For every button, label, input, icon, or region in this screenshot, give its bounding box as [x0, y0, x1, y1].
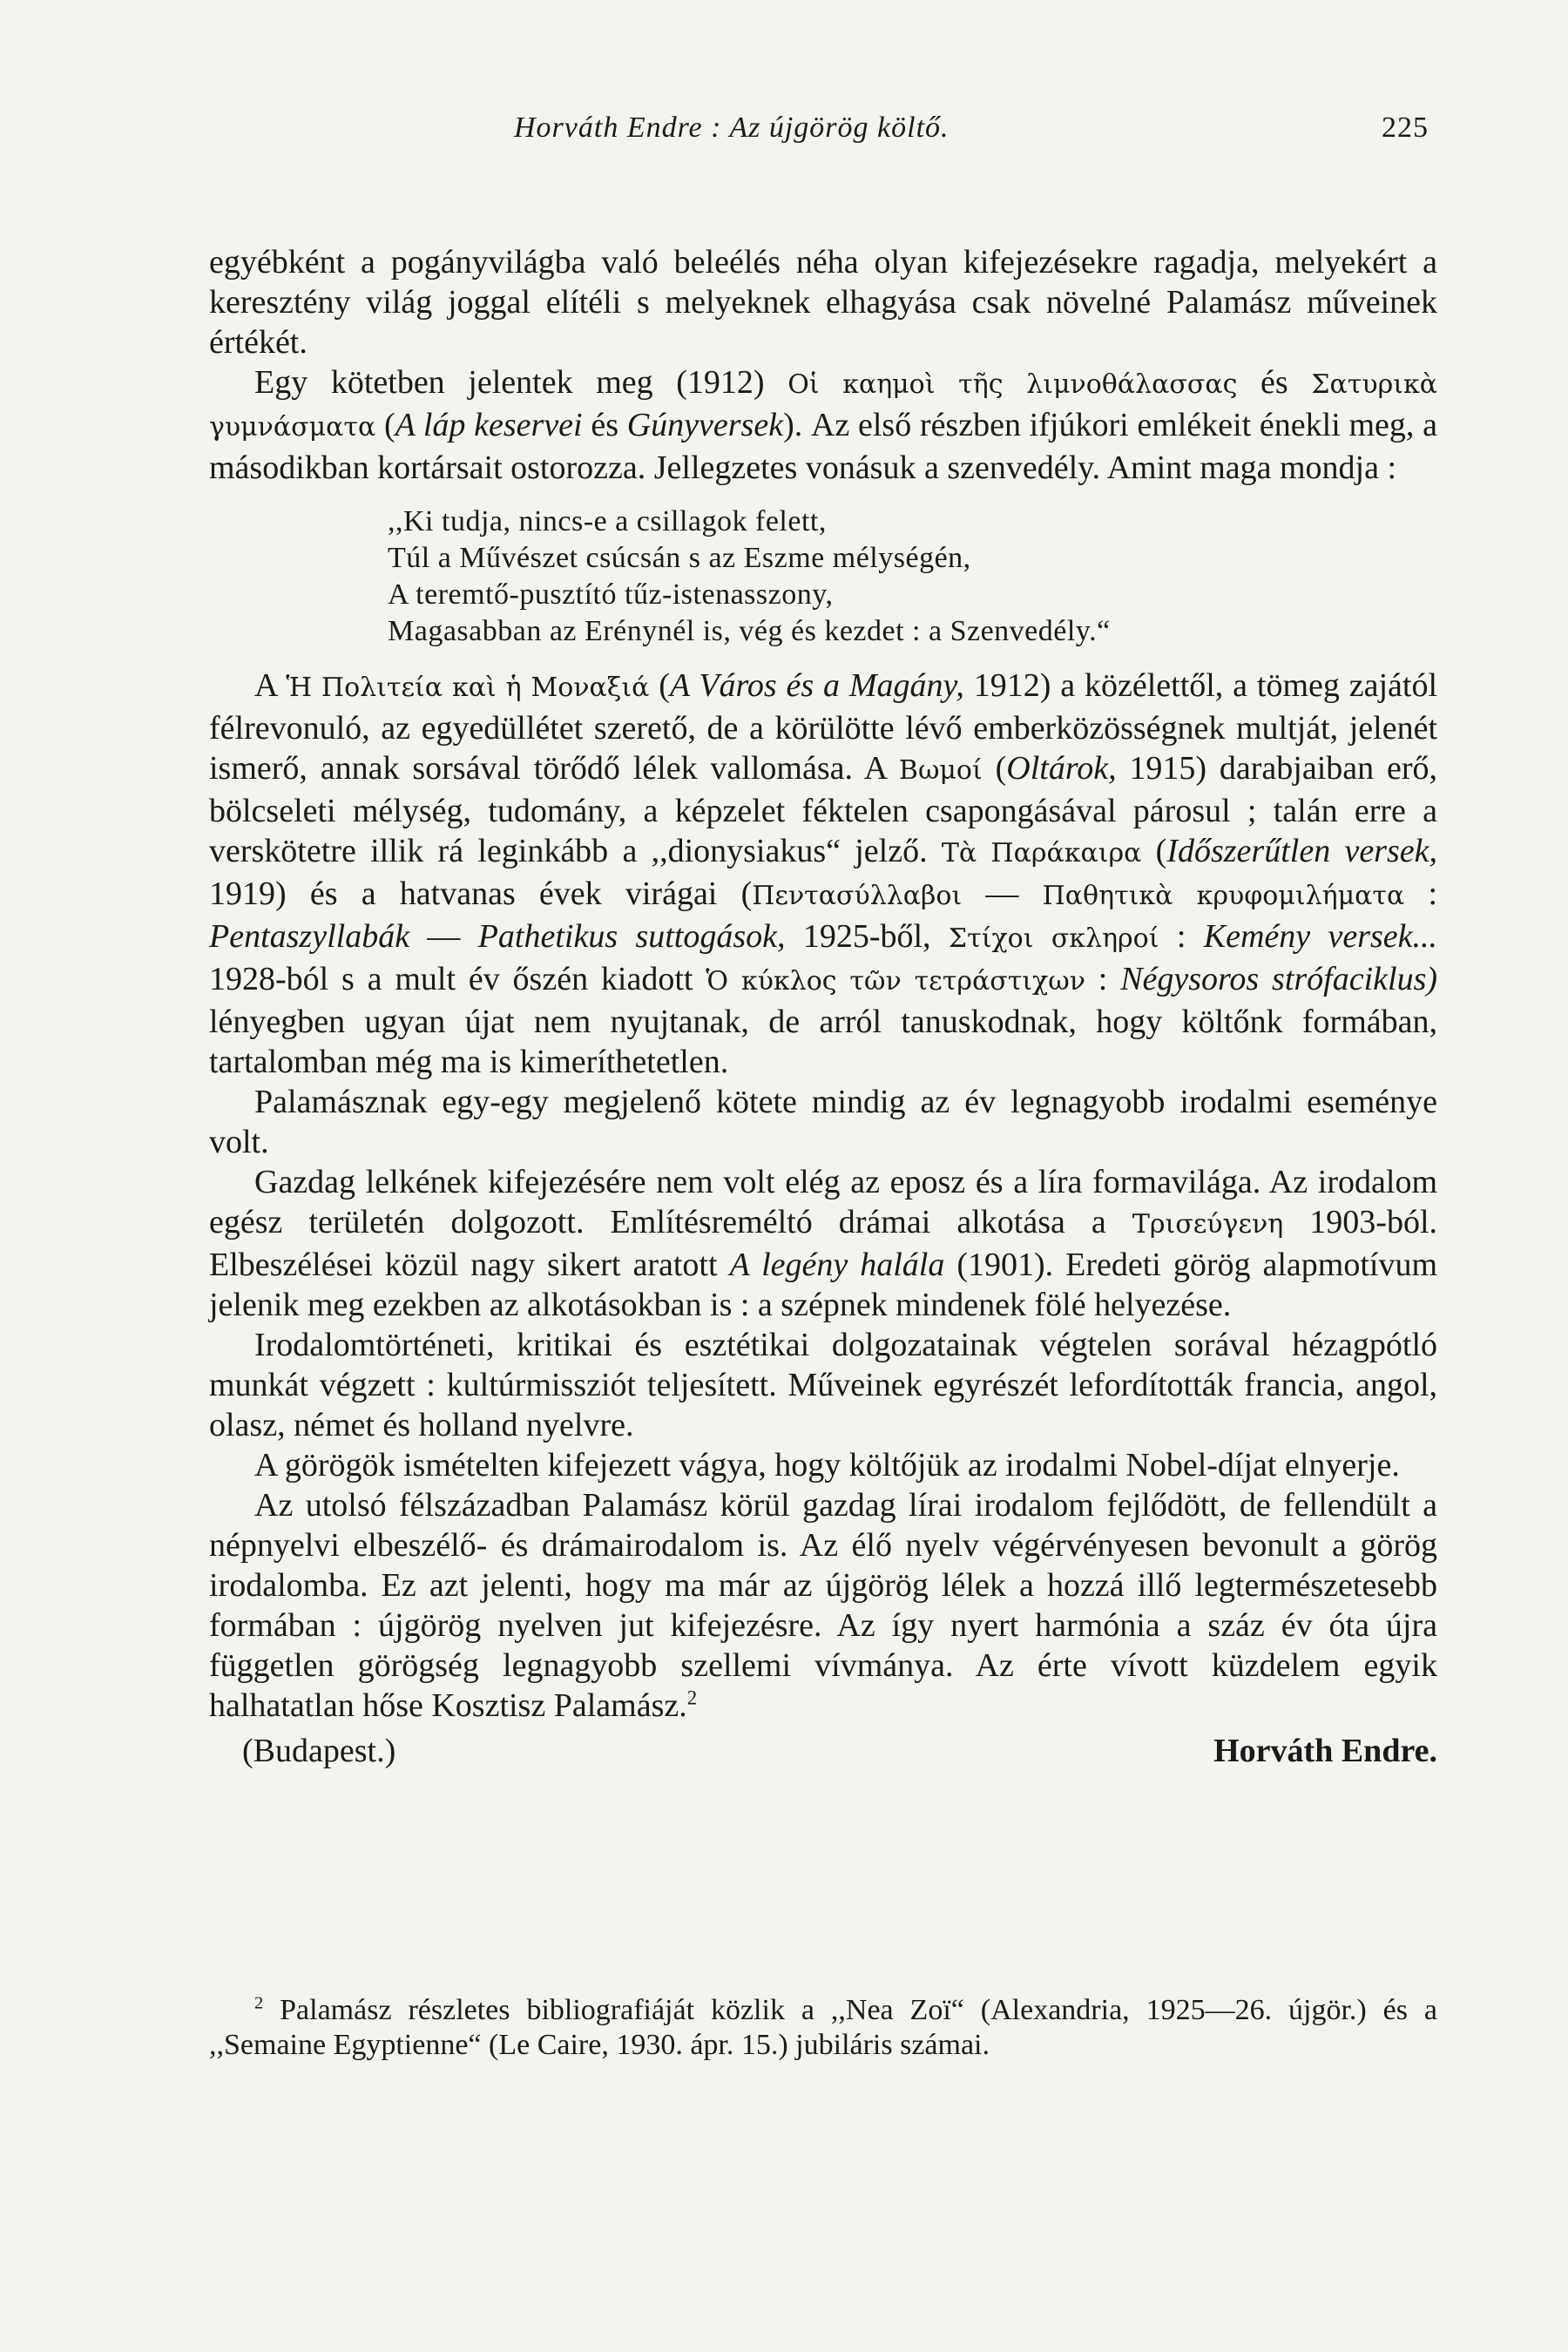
paragraph-5 — [209, 1162, 1437, 1325]
p3-text-g: 1919) és a hatvanas évek virágai ( — [209, 875, 753, 912]
body-text — [209, 242, 1437, 1771]
greek-title-7: Παθητικὰ κρυφομιλήματα — [1042, 881, 1405, 911]
greek-title-6: Πεντασύλλαβοι — [752, 881, 963, 911]
paragraph-4-text: Palamásznak egy-egy megjelenő kötete mindig az év legnagyobb irodalmi eseménye volt. — [209, 1084, 1437, 1160]
signature-line — [209, 1731, 1437, 1771]
p2-text-c: ( — [383, 407, 395, 443]
footnote-mark: 2 — [254, 1993, 264, 2013]
paragraph-8-text: Az utolsó félszázadban Palamász körül gazdag lírai irodalom fejlődött, de fellendült a népnyelvi elbeszélő- és drámairodalom is. Az élő nyelv végérvényesen bevonult a görög irodalomba. Ez azt jelenti, hogy ma már az újgörög lélek a hozzá illő legtermészetesebb formában : újgörög nyelven jut kifejezésre. Az így nyert harmónia a száz év óta újra független görögség legnagyobb szellemi vívmánya. Az érte vívott küzdelem egyik halhatatlan hőse Kosztisz Palamász. — [209, 1487, 1437, 1724]
paragraph-3 — [209, 666, 1437, 1082]
footnote-text: Palamász részletes bibliografiáját közlik a ,,Nea Zoï“ (Alexandria, 1925—26. újgör.) és a ,,Semaine Egyptienne“ (Le Caire, 1930. ápr. 15.) jubiláris számai. — [209, 1994, 1438, 2061]
page-number: 225 — [1382, 112, 1429, 144]
verse-line-1: ,,Ki tudja, nincs-e a csillagok felett, — [388, 505, 827, 537]
p5-text-b: 1903-ból. Elbeszélései közül nagy sikert aratott — [209, 1204, 1438, 1283]
p2-text-e: ). Az első részben ifjúkori emlékeit énekli meg, a másodikban kortársait ostorozza. Jellegzetes vonásuk a szenvedély. Amint maga mondja : — [209, 407, 1437, 486]
book-title-7: Pathetikus suttogások, — [477, 918, 786, 955]
greek-title-5: Τὰ Παράκαιρα — [941, 838, 1142, 868]
greek-title-1: Οἱ καημοὶ τῆς λιμνοθάλασσας — [787, 369, 1238, 400]
book-title-10: A legény halála — [729, 1247, 945, 1283]
greek-title-2: Σατυρικὰ γυμνάσματα — [209, 369, 1438, 443]
p3-text-a: A — [254, 667, 277, 704]
running-head — [514, 112, 1429, 145]
greek-title-4: Βωμοί — [898, 755, 983, 786]
p2-text-b: és — [1260, 364, 1288, 401]
p3-text-o: : — [1098, 961, 1108, 997]
book-title-2: Gúnyversek — [626, 407, 784, 443]
greek-title-9: Ὁ κύκλος τῶν τετράστιχων — [706, 966, 1085, 997]
p3-text-m: : — [1176, 918, 1186, 955]
running-title: Horváth Endre : Az újgörög költő. — [514, 112, 950, 144]
p2-text-a: Egy kötetben jelentek meg (1912) — [254, 364, 765, 401]
signature-author: Horváth Endre. — [1213, 1733, 1437, 1769]
paragraph-8 — [209, 1485, 1437, 1726]
book-title-3: A Város és a Magány, — [669, 667, 964, 704]
verse-line-4: Magasabban az Erénynél is, vég és kezdet : a Szenvedély.“ — [388, 615, 1111, 647]
greek-title-3: Ἡ Πολιτεία καὶ ἡ Μοναξιά — [286, 672, 650, 703]
paragraph-6-text: Irodalomtörténeti, kritikai és esztétikai dolgozatainak végtelen sorával hézagpótló munkát végzett : kultúrmissziót teljesített. Műveinek egyrészét lefordították francia, angol, olasz, német és holland nyelvre. — [209, 1327, 1437, 1443]
p3-text-d: ( — [995, 750, 1007, 787]
p2-text-d: és — [591, 407, 618, 443]
paragraph-1-text: egyébként a pogányvilágba való beleélés néha olyan kifejezésekre ragadja, melyekért a keresztény világ joggal elítéli s melyeknek elhagyása csak növelné Palamász műveinek értékét. — [209, 244, 1437, 361]
book-title-4: Oltárok, — [1006, 750, 1117, 787]
p3-text-h: — — [985, 875, 1019, 912]
paragraph-7 — [209, 1445, 1437, 1485]
book-title-6: Pentaszyllabák — [209, 918, 410, 955]
p3-text-b: ( — [659, 667, 670, 704]
greek-title-10: Τρισεύγενη — [1132, 1209, 1284, 1240]
p3-text-n: 1928-ból s a mult év őszén kiadott — [209, 961, 693, 997]
p3-text-l: 1925-ből, — [802, 918, 931, 955]
p3-text-e: 1915) darabjaiban erő, bölcseleti mélység, tudomány, a képzelet féktelen csapongásával párosul ; talán erre a verskötetre illik rá leginkább a ,,dionysiakus“ jelző. — [209, 750, 1438, 869]
p5-text-c: (1901). Eredeti görög alapmotívum jelenik meg ezekben az alkotásokban is : a szépnek mindenek fölé helyezése. — [209, 1247, 1438, 1323]
verse-line-3: A teremtő-pusztító tűz-istenasszony, — [388, 578, 834, 611]
paragraph-1 — [209, 242, 1437, 362]
book-title-1: A láp keservei — [395, 407, 583, 443]
p3-text-j: : — [1428, 875, 1437, 912]
footnote-ref: 2 — [686, 1686, 698, 1709]
paragraph-6 — [209, 1325, 1437, 1445]
book-title-5: Időszerűtlen versek, — [1166, 833, 1437, 869]
p3-text-q: lényegben ugyan újat nem nyujtanak, de arról tanuskodnak, hogy költőnk formában, tartalomban még ma is kimeríthetetlen. — [209, 1004, 1437, 1080]
p3-text-k: — — [427, 918, 461, 955]
book-title-8: Kemény versek... — [1203, 918, 1437, 955]
p3-text-f: ( — [1155, 833, 1167, 869]
footnote — [209, 1993, 1437, 2063]
paragraph-7-text: A görögök ismételten kifejezett vágya, hogy költőjük az irodalmi Nobel-díjat elnyerje. — [254, 1447, 1400, 1484]
verse-line-2: Túl a Művészet csúcsán s az Eszme mélységén, — [388, 542, 971, 574]
verse-quote — [388, 504, 1437, 650]
paragraph-4 — [209, 1082, 1437, 1162]
p5-text-a: Gazdag lelkének kifejezésére nem volt elég az eposz és a líra formavilága. Az irodalom egész területén dolgozott. Említésreméltó drámai alkotása a — [209, 1164, 1437, 1240]
p3-text-c: 1912) a közélettől, a tömeg zajától félrevonuló, az egyedüllétet szerető, de a körülötte lévő emberközösségnek multját, jelenét ismerő, annak sorsával törődő lélek vallomása. A — [209, 667, 1438, 787]
greek-title-8: Στίχοι σκληροί — [948, 923, 1159, 954]
signature-place: (Budapest.) — [242, 1733, 396, 1769]
book-title-9: Négysoros strófaciklus) — [1120, 961, 1438, 997]
paragraph-2 — [209, 362, 1437, 488]
